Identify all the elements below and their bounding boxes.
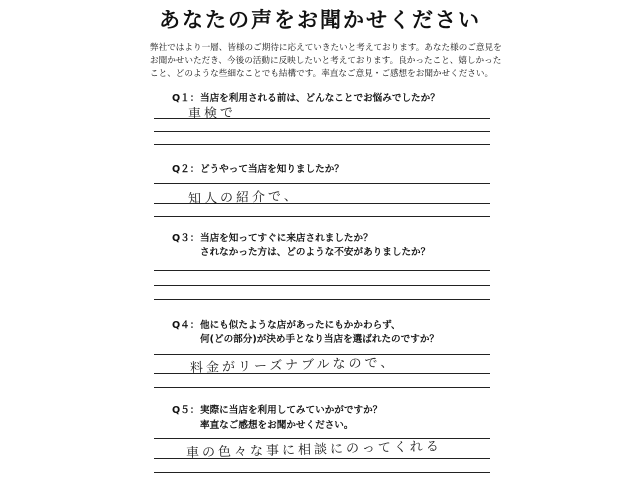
answer-line bbox=[154, 373, 490, 374]
question-number: Q１： bbox=[172, 93, 200, 104]
question-text-2: 率直なご感想をお聞かせください。 bbox=[200, 420, 354, 431]
answer-line bbox=[154, 131, 490, 132]
answer-line bbox=[154, 203, 490, 204]
question-text: 実際に当店を利用してみていかがですか？ bbox=[200, 405, 383, 416]
question-2 bbox=[172, 161, 344, 175]
answer-2: 知人の紹介で、 bbox=[187, 189, 300, 207]
question-text-2: 何(どの部分)が決め手となり当店を選ばれたのですか？ bbox=[200, 334, 440, 345]
answer-line bbox=[154, 216, 490, 217]
answer-1: 車検で bbox=[187, 105, 237, 122]
question-number: Q３： bbox=[172, 233, 200, 244]
question-text: 当店を利用される前は、どんなことでお悩みでしたか？ bbox=[200, 93, 440, 104]
question-text-2: されなかった方は、どのような不安がありましたか？ bbox=[200, 247, 431, 258]
answer-line bbox=[154, 118, 490, 119]
question-number: Q４： bbox=[172, 320, 200, 331]
question-text: 当店を知ってすぐに来店されましたか？ bbox=[200, 233, 373, 244]
answer-line bbox=[154, 144, 490, 145]
answer-line bbox=[154, 299, 490, 300]
question-number: Q５： bbox=[172, 405, 200, 416]
page-title: あなたの声をお聞かせください bbox=[159, 8, 481, 32]
answer-line bbox=[154, 387, 490, 388]
answer-4: 料金がリーズナブルなので、 bbox=[189, 355, 397, 376]
intro-text bbox=[150, 42, 502, 81]
answer-5: 車の色々な事に相談にのってくれる bbox=[185, 439, 443, 461]
question-text: どうやって当店を知りましたか？ bbox=[200, 164, 344, 175]
answer-line bbox=[154, 270, 490, 271]
intro-line: 弊社ではより一層、皆様のご期待に応えていきたいと考えております。あなた様のご意見を bbox=[150, 43, 502, 53]
question-5 bbox=[172, 402, 382, 416]
question-text: 他にも似たような店があったにもかかわらず、 bbox=[200, 320, 401, 331]
answer-line bbox=[154, 458, 490, 459]
intro-line: お聞かせいただき、今後の活動に反映したいと考えております。良かったこと、嬉しかった bbox=[150, 56, 502, 66]
question-4 bbox=[172, 317, 401, 331]
intro-line: こと、どのような些細なことでも結構です。率直なご意見・ご感想をお聞かせください。 bbox=[150, 69, 494, 79]
answer-line bbox=[154, 183, 490, 184]
answer-line bbox=[154, 472, 490, 473]
answer-line bbox=[154, 285, 490, 286]
question-number: Q２： bbox=[172, 164, 200, 175]
question-3 bbox=[172, 230, 373, 244]
